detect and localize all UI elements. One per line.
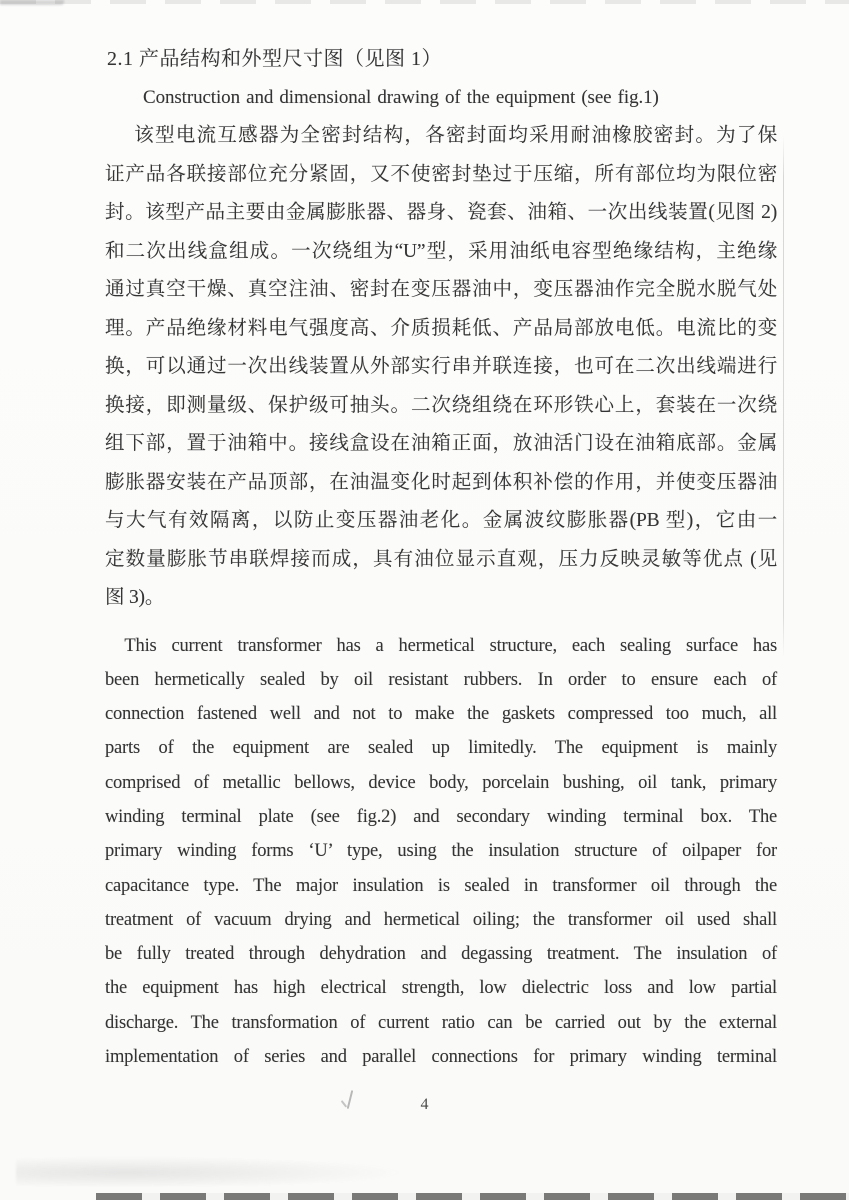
scan-artifact-bottom-edge — [96, 1193, 849, 1200]
scan-artifact-top-edge — [0, 0, 849, 4]
text-line: 膨胀器安装在产品顶部，在油温变化时起到体积补偿的作用，并使变压器油 — [105, 471, 777, 493]
page-content — [105, 44, 777, 1074]
text-line: 组下部，置于油箱中。接线盒设在油箱正面，放油活门设在油箱底部。金属 — [105, 433, 777, 454]
scan-artifact-top-left-smudge — [0, 0, 64, 5]
text-line: connection fastened well and not to make the gaskets compressed too much, all — [105, 704, 777, 725]
text-line: be fully treated through dehydration and degassing treatment. The insulation of — [105, 944, 777, 965]
text-line: implementation of series and parallel connections for primary winding terminal — [105, 1047, 777, 1068]
section-heading-chinese: 2.1 产品结构和外型尺寸图（见图 1） — [107, 48, 442, 70]
text-line: 证产品各联接部位充分紧固，又不使密封垫过于压缩，所有部位均为限位密 — [105, 163, 777, 185]
text-line: 换接，即测量级、保护级可抽头。二次绕组绕在环形铁心上，套装在一次绕 — [105, 394, 777, 416]
scan-artifact-vertical-line — [783, 136, 784, 658]
text-line: 封。该型产品主要由金属膨胀器、器身、瓷套、油箱、一次出线装置(见图 2) — [105, 202, 777, 223]
text-line: 该型电流互感器为全密封结构，各密封面均采用耐油橡胶密封。为了保 — [134, 125, 777, 146]
text-line: parts of the equipment are sealed up limitedly. The equipment is mainly — [105, 738, 777, 759]
text-line: 与大气有效隔离，以防止变压器油老化。金属波纹膨胀器(PB 型)，它由一 — [105, 510, 777, 531]
text-line: 图 3)。 — [105, 587, 165, 608]
text-line: 定数量膨胀节串联焊接而成，具有油位显示直观，压力反映灵敏等优点 (见 — [105, 548, 777, 570]
text-line: treatment of vacuum drying and hermetical oiling; the transformer oil used shall — [105, 909, 777, 930]
text-line: the equipment has high electrical strength, low dielectric loss and low partial — [105, 978, 777, 999]
text-line: discharge. The transformation of current ratio can be carried out by the external — [105, 1012, 777, 1033]
page-number: 4 — [420, 1096, 429, 1113]
text-line: 理。产品绝缘材料电气强度高、介质损耗低、产品局部放电低。电流比的变 — [105, 317, 777, 339]
paragraph-english — [105, 629, 777, 1075]
text-line: winding terminal plate (see fig.2) and secondary winding terminal box. The — [105, 806, 777, 827]
text-line: 通过真空干燥、真空注油、密封在变压器油中，变压器油作完全脱水脱气处 — [105, 279, 777, 300]
text-line: This current transformer has a hermetical structure, each sealing surface has — [124, 635, 777, 656]
section-heading-english: Construction and dimensional drawing of the equipment (see fig.1) — [143, 87, 659, 108]
text-line: primary winding forms ‘U’ type, using the insulation structure of oilpaper for — [105, 841, 777, 862]
scan-artifact-bottom-smudge — [16, 1156, 406, 1186]
text-line: comprised of metallic bellows, device body, porcelain bushing, oil tank, primary — [105, 772, 777, 793]
text-line: been hermetically sealed by oil resistant rubbers. In order to ensure each of — [105, 669, 777, 690]
paragraph-chinese — [105, 117, 777, 618]
text-line: 和二次出线盒组成。一次绕组为“U”型，采用油纸电容型绝缘结构，主绝缘 — [105, 240, 777, 262]
text-line: 换，可以通过一次出线装置从外部实行串并联连接，也可在二次出线端进行 — [105, 356, 777, 377]
text-line: capacitance type. The major insulation is sealed in transformer oil through the — [105, 875, 777, 896]
